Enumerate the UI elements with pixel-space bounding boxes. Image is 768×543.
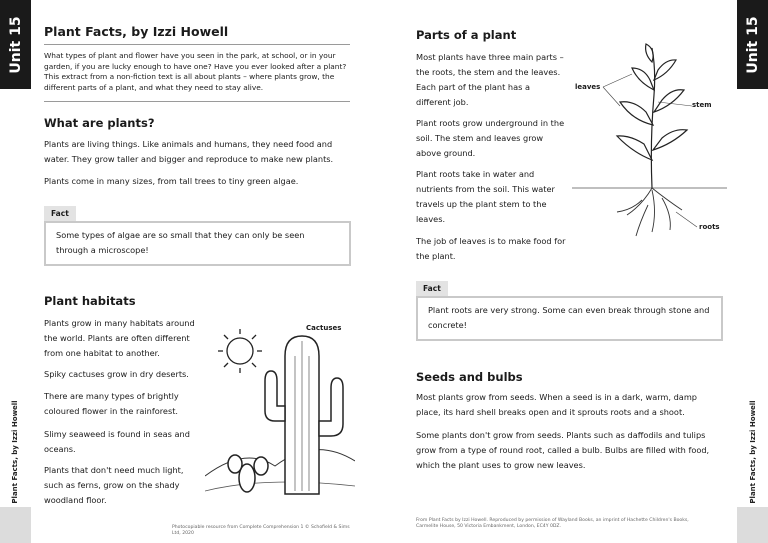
heading-seeds-and-bulbs: Seeds and bulbs xyxy=(416,370,523,384)
fact-text: Plant roots are very strong. Some can even break through stone and concrete! xyxy=(428,305,710,330)
side-label-left: Plant Facts, by Izzi Howell xyxy=(11,400,19,504)
label-stem: stem xyxy=(692,101,712,109)
sun-icon xyxy=(218,329,262,373)
unit-tab-label: Unit 15 xyxy=(7,15,24,74)
page-title: Plant Facts, by Izzi Howell xyxy=(44,24,229,39)
paragraph: Plants come in many sizes, from tall trees to tiny green algae. xyxy=(44,176,299,186)
divider xyxy=(44,101,350,102)
paragraph: Plant roots grow underground in the soil. The stem and leaves grow above ground. xyxy=(416,118,565,158)
fact-label: Fact xyxy=(416,281,448,296)
heading-what-are-plants: What are plants? xyxy=(44,116,155,130)
paragraph: Plant roots take in water and nutrients from the soil. This water travels up the plant stem to the leaves. xyxy=(416,169,555,224)
paragraph: Plants are living things. Like animals and humans, they need food and water. They grow taller and bigger and reproduce to make new plants. xyxy=(44,139,334,164)
paragraph: Most plants have three main parts – the roots, the stem and the leaves. Each part of the plant has a different job. xyxy=(416,52,564,107)
paragraph: Plants that don't need much light, such as ferns, grow on the shady woodland floor. xyxy=(44,465,184,505)
divider xyxy=(44,44,350,45)
unit-tab-right xyxy=(737,0,768,89)
unit-tab-left xyxy=(0,0,31,89)
fact-text: Some types of algae are so small that they can only be seen through a microscope! xyxy=(56,230,305,255)
plant-diagram xyxy=(572,40,727,245)
footer-note: Photocopiable resource from Complete Comprehension 1 © Schofield & Sims Ltd, 2020 xyxy=(172,525,350,536)
intro-text: What types of plant and flower have you seen in the park, at school, or in your garden, if you are lucky enough to have one? Have you ever looked after a plant? This extract from a non-fiction text is all about plants – where plants grow, the different parts of a plant, and what they need to stay alive. xyxy=(44,51,347,92)
paragraph: Plants grow in many habitats around the world. Plants are often different from one habitat to another. xyxy=(44,318,195,358)
footer-note: From Plant Facts by Izzi Howell. Reproduced by permission of Wayland Books, an imprint of Hachette Children's Books, Carmelite House, 50 Victoria Embankment, London, EC4Y 0DZ. xyxy=(416,518,689,529)
heading-parts-of-a-plant: Parts of a plant xyxy=(416,28,517,42)
label-leaves: leaves xyxy=(575,83,601,91)
paragraph: Slimy seaweed is found in seas and oceans. xyxy=(44,429,190,454)
label-roots: roots xyxy=(699,223,720,231)
cactus-label: Cactuses xyxy=(306,324,342,332)
fact-box xyxy=(44,221,351,266)
paragraph: Some plants don't grow from seeds. Plants such as daffodils and tulips grow from a type of round root, called a bulb. Bulbs are filled with food, which the plant uses to grow new leaves. xyxy=(416,430,710,470)
paragraph: The job of leaves is to make food for the plant. xyxy=(416,236,566,261)
heading-plant-habitats: Plant habitats xyxy=(44,294,136,308)
side-label-right: Plant Facts, by Izzi Howell xyxy=(749,400,757,504)
paragraph: There are many types of brightly coloured flower in the rainforest. xyxy=(44,391,179,416)
cactus-illustration xyxy=(205,326,355,504)
fact-box xyxy=(416,296,723,341)
paragraph: Most plants grow from seeds. When a seed is in a dark, warm, damp place, its hard shell breaks open and it sprouts roots and a shoot. xyxy=(416,392,697,417)
paragraph: Spiky cactuses grow in dry deserts. xyxy=(44,369,189,379)
unit-tab-label: Unit 15 xyxy=(744,15,761,74)
fact-label: Fact xyxy=(44,206,76,221)
